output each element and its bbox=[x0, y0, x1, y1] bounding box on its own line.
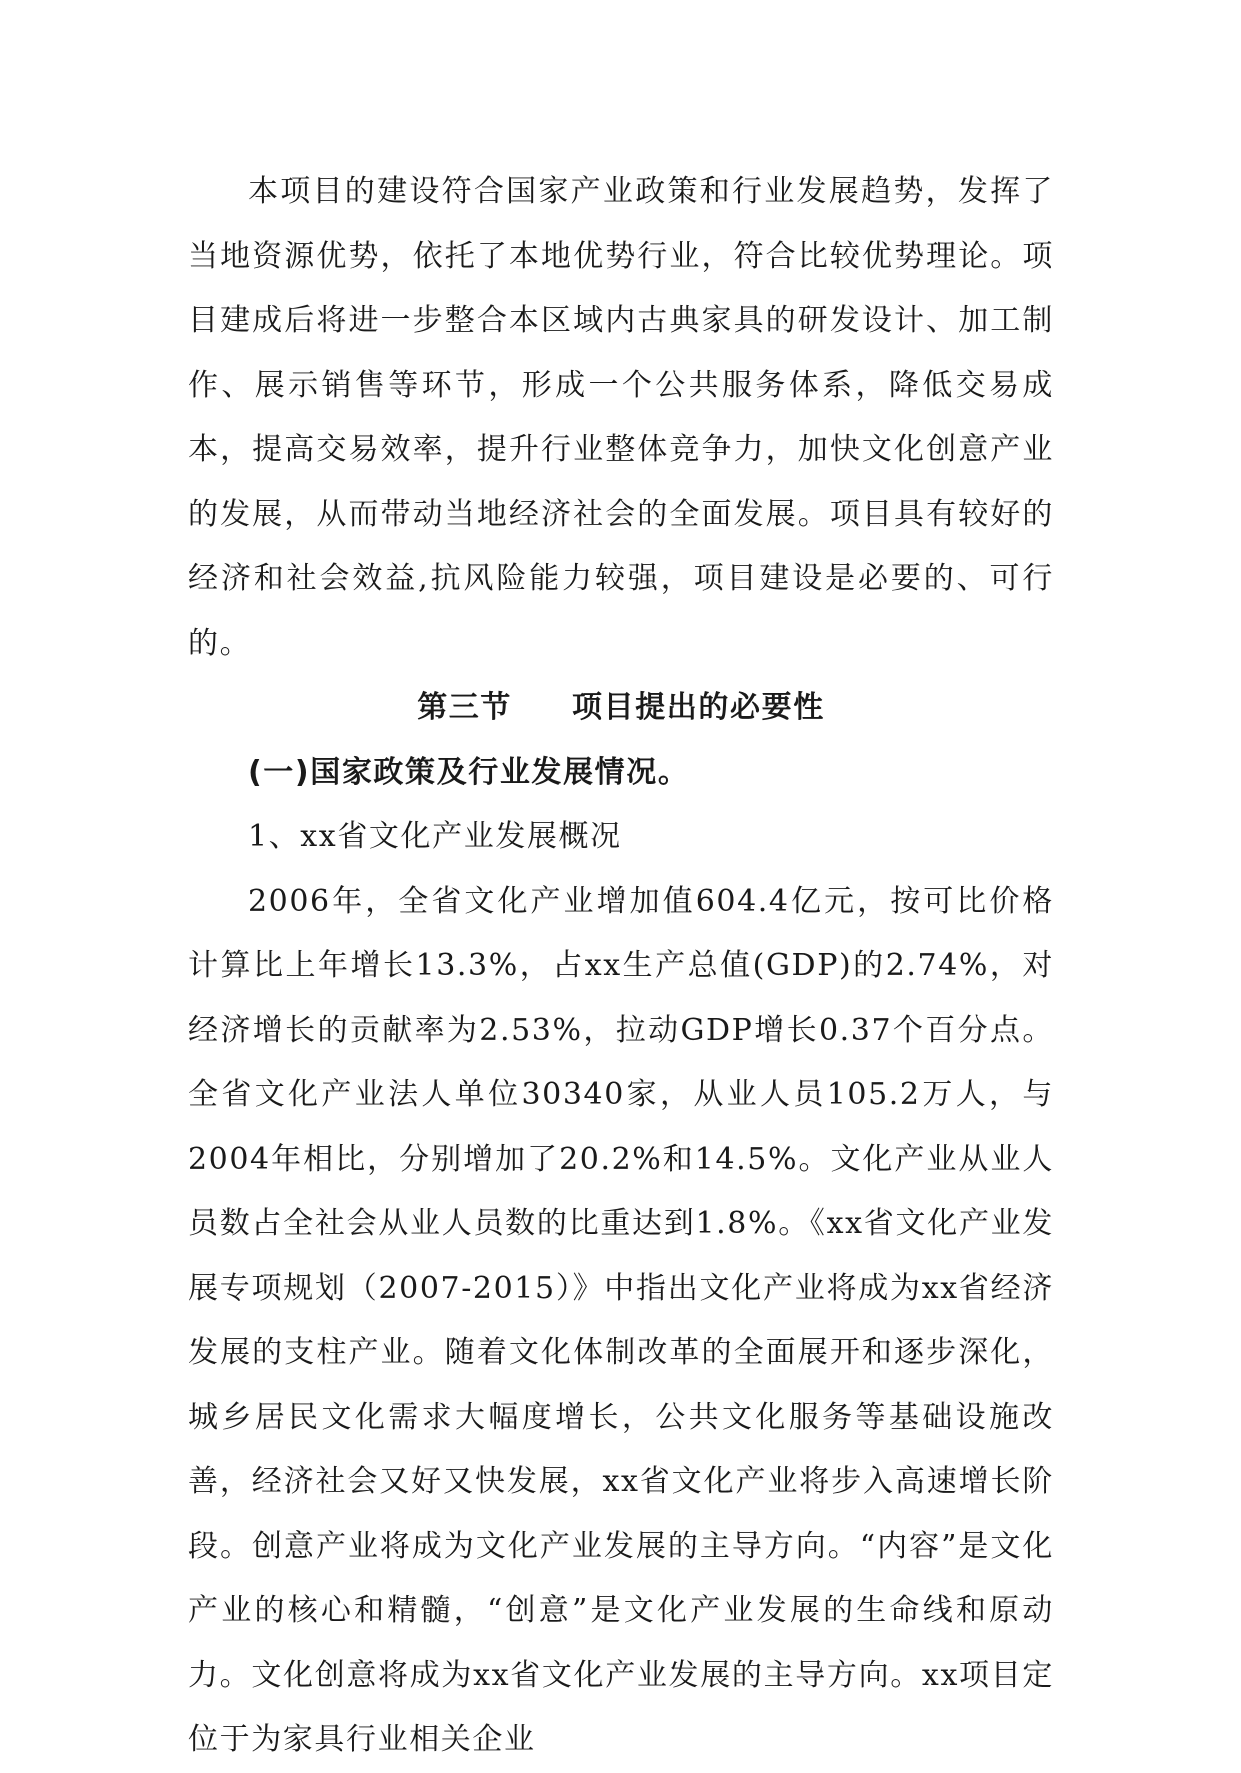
section-title: 项目提出的必要性 bbox=[572, 690, 825, 725]
section-heading bbox=[188, 676, 1054, 741]
item-heading: 1、xx省文化产业发展概况 bbox=[248, 819, 622, 854]
body-paragraph: 本项目的建设符合国家产业政策和行业发展趋势，发挥了当地资源优势，依托了本地优势行业，符合比较优势理论。项目建成后将进一步整合本区域内古典家具的研发设计、加工制作、展示销售等环节，形成一个公共服务体系，降低交易成本，提高交易效率，提升行业整体竞争力，加快文化创意产业的发展，从而带动当地经济社会的全面发展。项目具有较好的经济和社会效益,抗风险能力较强，项目建设是必要的、可行的。 bbox=[188, 174, 1054, 661]
section-number: 第三节 bbox=[417, 690, 512, 725]
document-body bbox=[188, 160, 1054, 1773]
subheading: (一)国家政策及行业发展情况。 bbox=[248, 754, 690, 790]
body-paragraph: 2006年，全省文化产业增加值604.4亿元，按可比价格计算比上年增长13.3%，占xx生产总值(GDP)的2.74%，对经济增长的贡献率为2.53%，拉动GDP增长0.37个百分点。全省文化产业法人单位30340家，从业人员105.2万人，与2004年相比，分别增加了20.2%和14.5%。文化产业从业人员数占全社会从业人员数的比重达到1.8%。《xx省文化产业发展专项规划（2007-2015）》中指出文化产业将成为xx省经济发展的支柱产业。随着文化体制改革的全面展开和逐步深化，城乡居民文化需求大幅度增长，公共文化服务等基础设施改善，经济社会又好又快发展，xx省文化产业将步入高速增长阶段。创意产业将成为文化产业发展的主导方向。“内容”是文化产业的核心和精髓，“创意”是文化产业发展的生命线和原动力。文化创意将成为xx省文化产业发展的主导方向。xx项目定位于为家具行业相关企业 bbox=[188, 883, 1054, 1757]
